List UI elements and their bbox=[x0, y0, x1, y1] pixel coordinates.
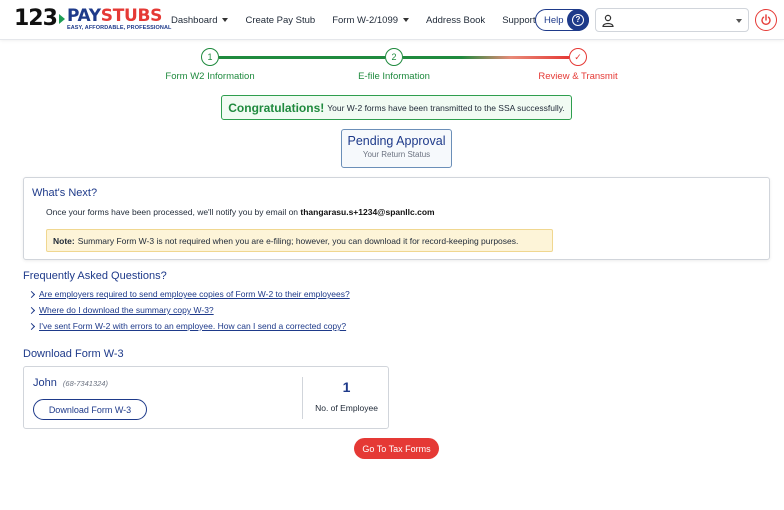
employer-id: (68-7341324) bbox=[62, 379, 108, 388]
chevron-right-icon bbox=[28, 306, 35, 313]
note-text: Summary Form W-3 is not required when you are e-filing; however, you can download it for record-keeping purposes. bbox=[77, 235, 519, 246]
notify-text: Once your forms have been processed, we'll notify you by email on thangarasu.s+1234@spanllc.com bbox=[46, 207, 435, 217]
user-icon bbox=[602, 14, 614, 27]
faq-link[interactable]: I've sent Form W-2 with errors to an employee. How can I send a corrected copy? bbox=[29, 321, 346, 331]
app-logo[interactable] bbox=[14, 7, 172, 33]
logo-tagline: EASY, AFFORDABLE, PROFESSIONAL bbox=[66, 25, 172, 31]
success-title: Congratulations! bbox=[228, 100, 325, 115]
logo-arrow-icon bbox=[59, 14, 65, 24]
download-w3-card bbox=[23, 366, 389, 429]
employer-name: John (68-7341324) bbox=[33, 377, 108, 389]
step-1-label: Form W2 Information bbox=[165, 71, 255, 82]
step-3-check-icon: ✓ bbox=[569, 48, 587, 66]
status-title: Pending Approval bbox=[347, 134, 446, 148]
main-nav bbox=[171, 0, 552, 40]
success-banner bbox=[221, 95, 572, 120]
chevron-right-icon bbox=[28, 290, 35, 297]
logo-numbers: 123 bbox=[14, 6, 57, 31]
whats-next-title: What's Next? bbox=[32, 187, 98, 199]
chevron-down-icon bbox=[736, 19, 742, 23]
nav-dashboard[interactable]: Dashboard bbox=[171, 15, 228, 26]
chevron-down-icon bbox=[222, 18, 228, 22]
nav-create-pay-stub[interactable]: Create Pay Stub bbox=[245, 14, 316, 26]
nav-support[interactable]: Support bbox=[502, 14, 536, 26]
help-label: Help bbox=[544, 14, 564, 26]
step-1-circle: 1 bbox=[201, 48, 219, 66]
help-question-icon: ? bbox=[567, 9, 589, 31]
faq-link[interactable]: Are employers required to send employee copies of Form W-2 to their employees? bbox=[29, 289, 350, 299]
success-message: Your W-2 forms have been transmitted to the SSA successfully. bbox=[327, 102, 565, 113]
status-subtitle: Your Return Status bbox=[362, 150, 431, 159]
download-w3-title: Download Form W-3 bbox=[23, 348, 124, 360]
employee-count-label: No. of Employee bbox=[315, 403, 378, 413]
stepper-line-1 bbox=[219, 56, 385, 59]
employee-count: 1 bbox=[342, 379, 351, 395]
note-box bbox=[46, 229, 553, 252]
top-header bbox=[0, 0, 784, 40]
chevron-down-icon bbox=[403, 18, 409, 22]
help-button[interactable] bbox=[535, 9, 589, 31]
go-to-tax-forms-button[interactable]: Go To Tax Forms bbox=[354, 438, 439, 459]
note-label: Note: bbox=[53, 235, 75, 246]
logout-button[interactable] bbox=[755, 9, 777, 31]
nav-address-book[interactable]: Address Book bbox=[426, 14, 486, 26]
power-icon bbox=[760, 14, 772, 26]
step-2-label: E-file Information bbox=[358, 71, 430, 82]
faq-title: Frequently Asked Questions? bbox=[23, 270, 167, 282]
chevron-right-icon bbox=[28, 322, 35, 329]
nav-form-w2-1099[interactable]: Form W-2/1099 bbox=[332, 15, 409, 26]
download-w3-button[interactable]: Download Form W-3 bbox=[33, 399, 147, 420]
whats-next-card bbox=[23, 177, 770, 260]
step-2-circle: 2 bbox=[385, 48, 403, 66]
logo-stubs-text: STUBS bbox=[100, 6, 163, 26]
return-status-box bbox=[341, 129, 452, 168]
stepper-line-2 bbox=[403, 56, 569, 59]
user-account-select[interactable] bbox=[595, 8, 749, 32]
step-3-label: Review & Transmit bbox=[538, 71, 618, 82]
logo-pay-text: PAY bbox=[66, 6, 101, 26]
notify-email: thangarasu.s+1234@spanllc.com bbox=[300, 207, 435, 217]
faq-link[interactable]: Where do I download the summary copy W-3? bbox=[29, 305, 214, 315]
